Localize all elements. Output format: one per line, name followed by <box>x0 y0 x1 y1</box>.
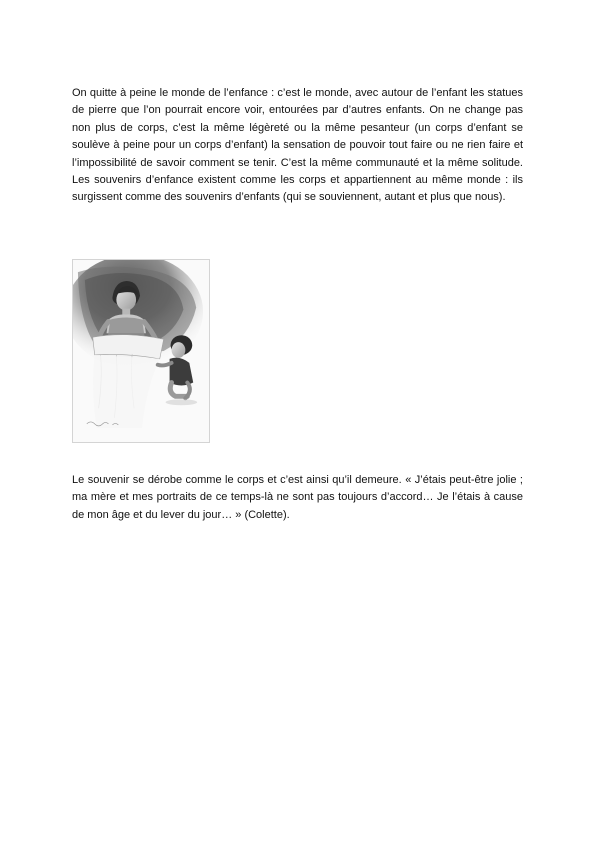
body-paragraph-1: On quitte à peine le monde de l’enfance : c’est le monde, avec autour de l’enfant les statues de pierre que l’on pourrait encore voir, entourées par d’autres enfants. On ne change pas non plus de corps, c’est la même légèreté ou la même pesanteur (un corps d’enfant se soulève à peine pour un corps d’enfant) la sensation de pouvoir tout faire ou ne rien faire et l’impossibilité de savoir comment se tenir. C’est la même communauté et la même solitude. Les souvenirs d’enfance existent comme les corps et appartiennent au même monde : ils surgissent comme des souvenirs d’enfants (qui se souviennent, autant et plus que nous). <box>72 87 523 204</box>
charcoal-drawing-two-children <box>72 259 210 443</box>
body-paragraph-2: Le souvenir se dérobe comme le corps et c’est ainsi qu’il demeure. « J’étais peut-être jolie ; ma mère et mes portraits de ce temps-là ne sont pas toujours d’accord… Je l’étais à cause de mon âge et du lever du jour… » (Colette). <box>72 474 523 521</box>
